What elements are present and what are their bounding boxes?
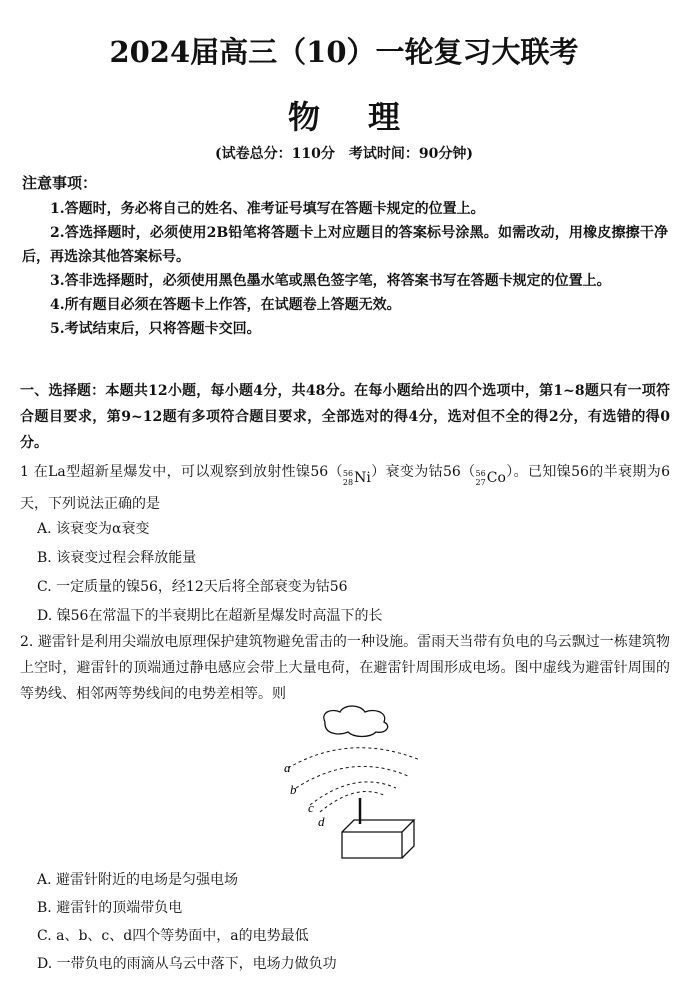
q1-mid: ）衰变为钴56（ [370,464,476,480]
notice-item: 5.考试结束后，只将答题卡交回。 [50,321,261,337]
notice-item: 3.答非选择题时，必须使用黑色墨水笔或黑色签字笔，将答案书写在答题卡规定的位置上。 [50,273,611,289]
co-mass: 56 [475,469,486,478]
subject-char: 物 [287,98,320,136]
q1-option-d: D. 镍56在常温下的半衰期比在超新星爆发时高温下的长 [37,608,383,624]
question-1 [20,459,670,517]
ni-z: 28 [342,478,354,487]
cobalt-nuclide [476,465,506,491]
equipotential-line-a [288,748,420,768]
label-d: d [318,814,325,829]
q1-suffix: ）。已知镍56的半衰期为6天，下列说法正确的是 [20,464,670,512]
notice-list [22,197,668,341]
q1-option-b: B. 该衰变过程会释放能量 [37,550,197,566]
q2-option-c: C. a、b、c、d四个等势面中，a的电势最低 [37,928,309,944]
equipotential-line-b [296,766,408,788]
q2-option-b: B. 避雷针的顶端带负电 [37,900,183,916]
notice-item: 2.答选择题时，必须使用2B铅笔将答题卡上对应题目的答案标号涂黑。如需改动，用橡皮擦擦干净后，再选涂其他答案标号。 [22,225,668,265]
cloud-icon [324,706,388,737]
nickel-nuclide [343,465,371,491]
notice-item: 1.答题时，务必将自己的姓名、准考证号填写在答题卡规定的位置上。 [50,201,485,217]
lightning-rod-figure [270,700,430,870]
co-z: 27 [475,478,486,487]
subject-char: 理 [368,98,401,136]
building-box [342,820,414,858]
label-c: c [308,800,314,815]
section-heading: 一、选择题：本题共12小题，每小题4分，共48分。在每小题给出的四个选项中，第1~8题只有一项符合题目要求，第9~12题有多项符合题目要求，全部选对的得4分，选对但不全的得2分，有选错的得0分。 [20,383,670,451]
q2-option-d: D. 一带负电的雨滴从乌云中落下，电场力做负功 [37,956,337,972]
question-2: 2. 避雷针是利用尖端放电原理保护建筑物避免雷击的一种设施。雷雨天当带有负电的乌云飘过一栋建筑物上空时，避雷针的顶端通过静电感应会带上大量电荷，在避雷针周围形成电场。图中虚线为避雷针周围的等势线、相邻两等势线间的电势差相等。则 [20,634,670,702]
equipotential-line-d [320,792,386,812]
exam-title: 2024届高三（10）一轮复习大联考 [109,35,579,69]
q1-option-c: C. 一定质量的镍56，经12天后将全部衰变为钴56 [37,579,348,595]
q2-option-a: A. 避雷针附近的电场是匀强电场 [37,872,239,888]
exam-meta: (试卷总分：110分 考试时间：90分钟) [215,146,473,162]
co-symbol: Co [486,470,506,486]
q1-prefix: 1 在La型超新星爆发中，可以观察到放射性镍56（ [20,464,343,480]
subject-title [0,92,688,138]
ni-symbol: Ni [354,470,371,486]
ni-mass: 56 [342,469,354,478]
notice-item: 4.所有题目必须在答题卡上作答，在试题卷上答题无效。 [50,297,401,313]
q1-option-a: A. 该衰变为α衰变 [37,521,150,537]
label-b: b [290,782,297,797]
label-a: a [284,760,291,775]
notice-heading: 注意事项： [22,174,98,192]
